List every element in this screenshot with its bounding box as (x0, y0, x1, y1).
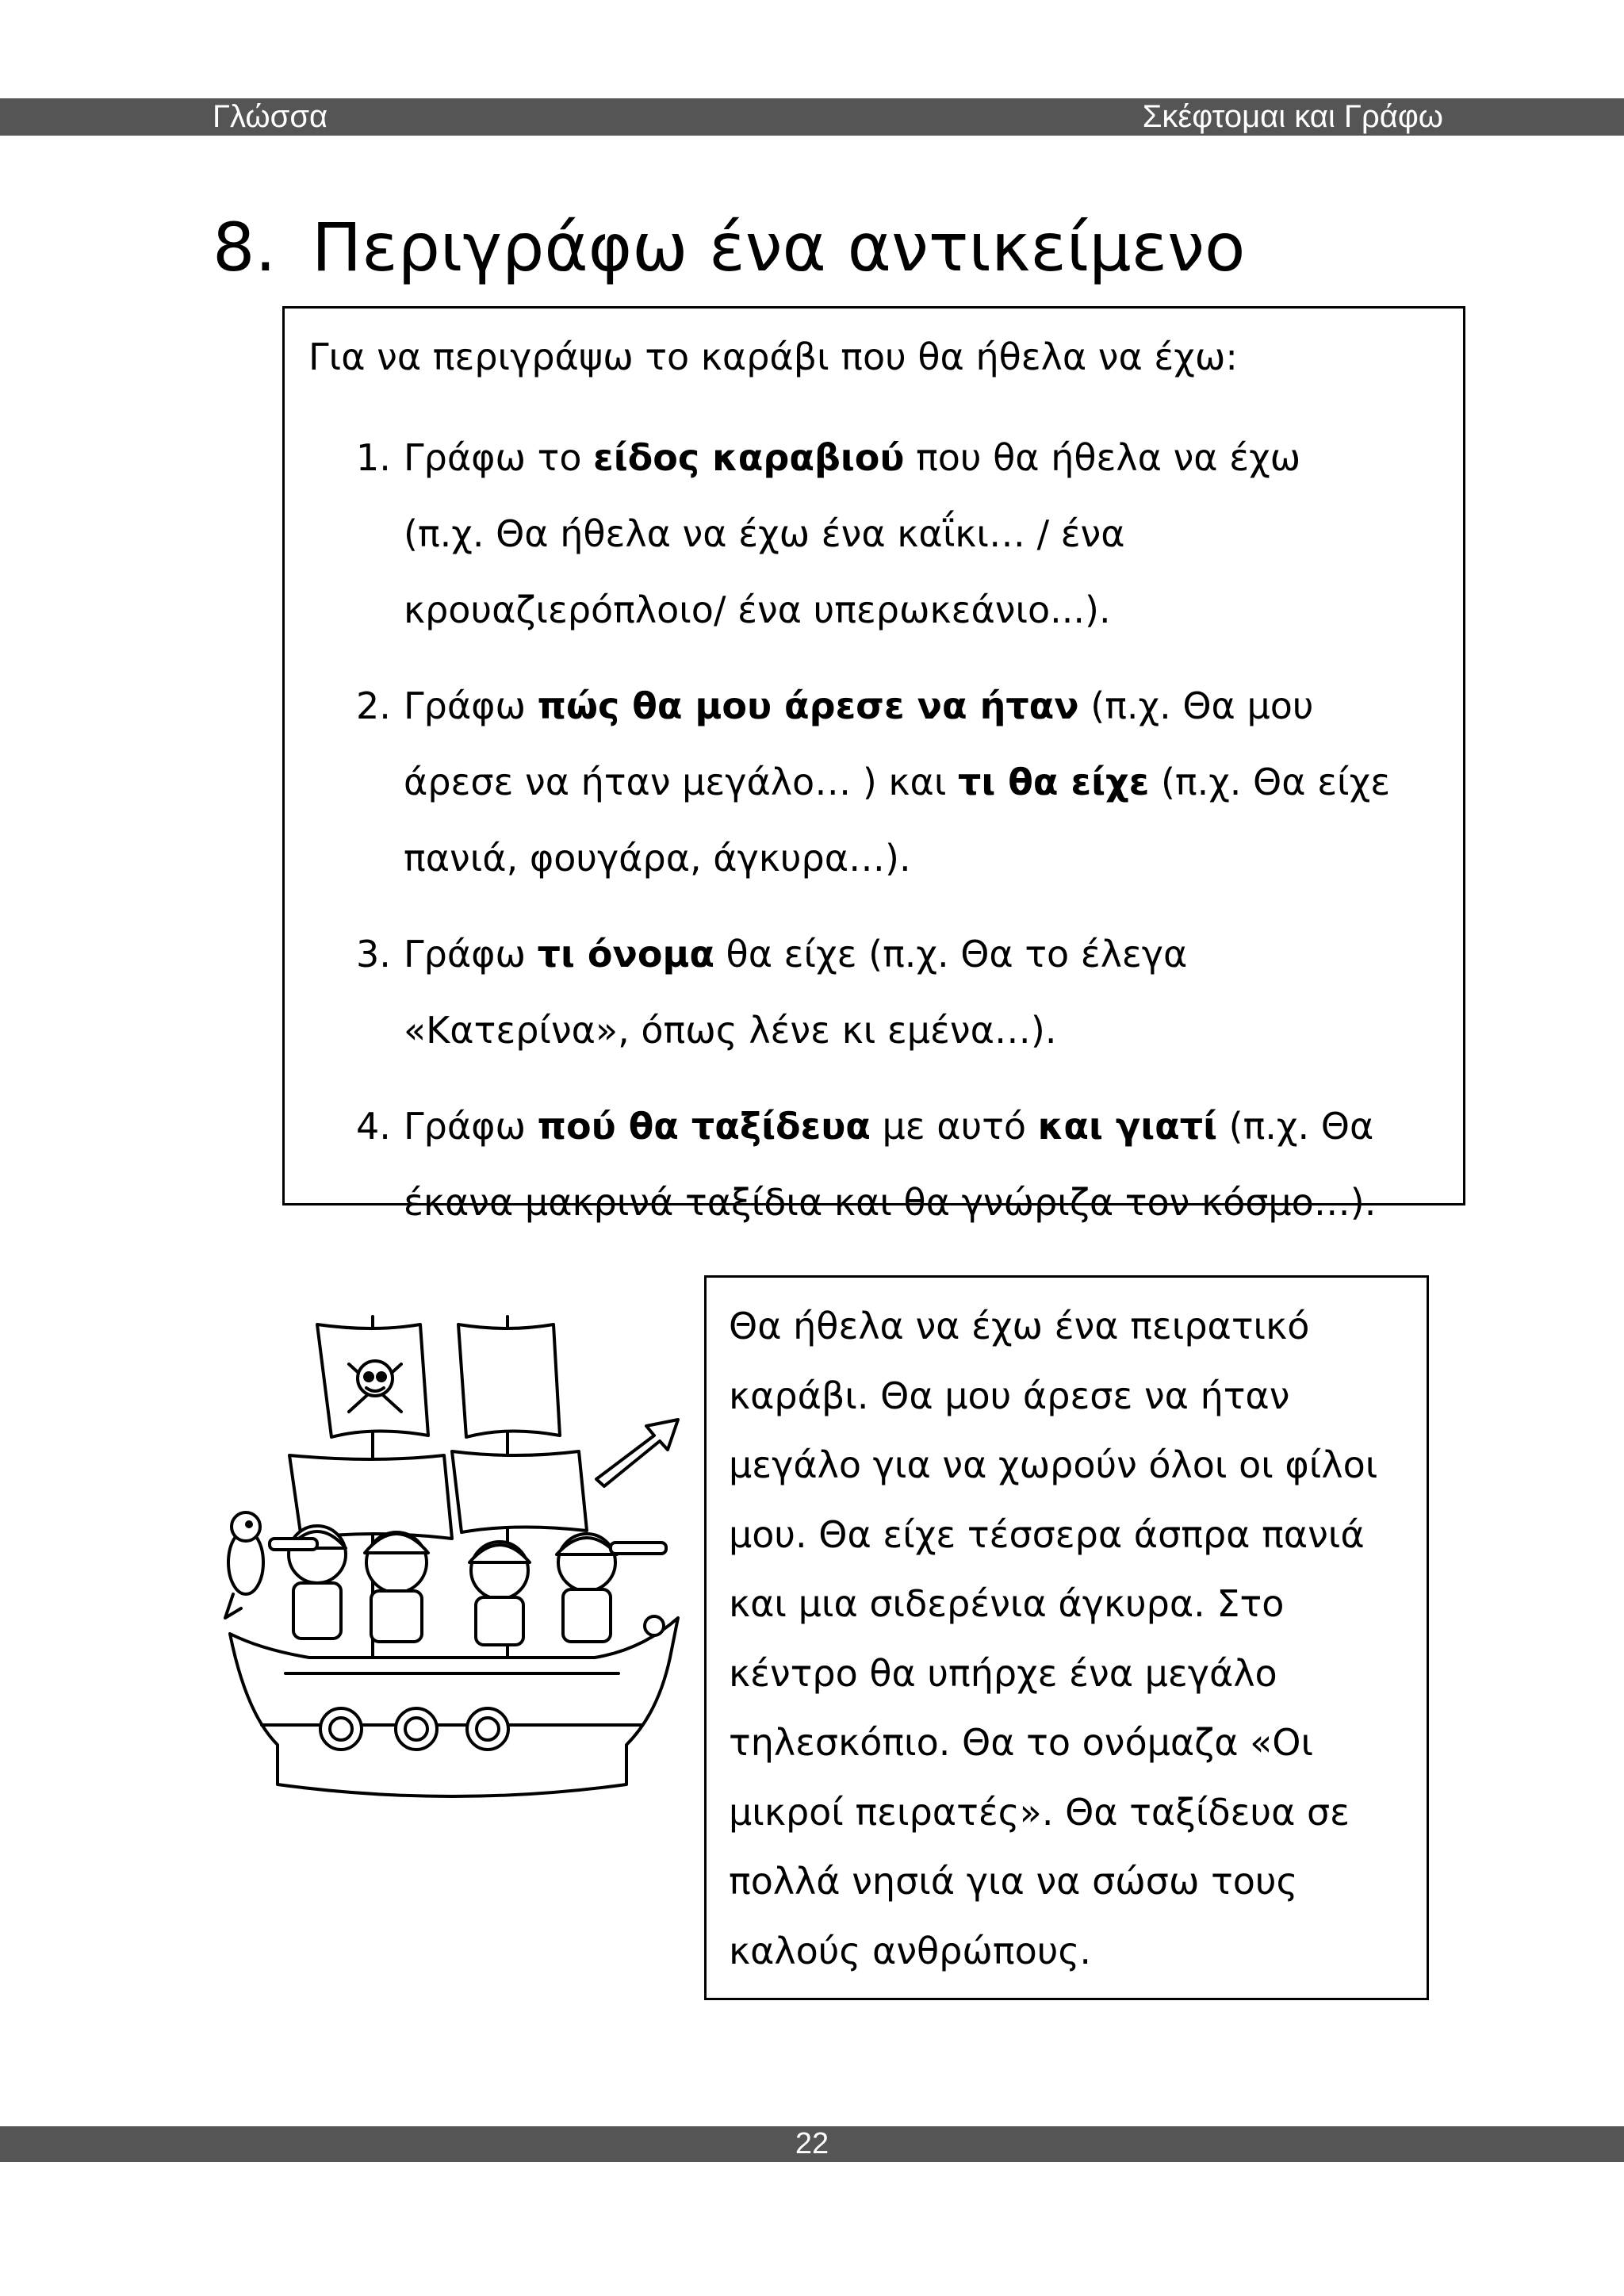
title-number: 8. (213, 209, 277, 286)
example-line: καλούς ανθρώπους. (729, 1929, 1091, 1972)
example-line: Θα ήθελα να έχω ένα πειρατικό (729, 1305, 1310, 1347)
porthole-icon (467, 1708, 508, 1750)
step-text: πανιά, φουγάρα, άγκυρα…). (404, 837, 911, 880)
step-4 (356, 1088, 1442, 1240)
step-text: που θα ήθελα να έχω (904, 436, 1301, 479)
parrot-icon (225, 1512, 263, 1618)
ship-hull (230, 1618, 678, 1796)
example-line: κέντρο θα υπήρχε ένα μεγάλο (729, 1651, 1277, 1695)
step-text: Γράφω (404, 1105, 538, 1148)
step-text: Γράφω το (404, 436, 594, 479)
page-title (213, 208, 1245, 287)
step-text: (π.χ. Θα ήθελα να έχω ένα καΐκι… / ένα (404, 512, 1125, 555)
step-keyword: είδος καραβιού (593, 436, 905, 479)
step-keyword: τι όνομα (537, 933, 714, 976)
step-text: (π.χ. Θα μου (1078, 684, 1314, 727)
step-text: έκανα μακρινά ταξίδια και θα γνώριζα τον κόσμο…). (404, 1181, 1377, 1224)
example-line: τηλεσκόπιο. Θα το ονόμαζα «Οι (729, 1721, 1314, 1764)
step-keyword: πώς θα μου άρεσε να ήταν (537, 684, 1079, 727)
steps-list (356, 420, 1442, 1260)
example-line: και μια σιδερένια άγκυρα. Στο (729, 1582, 1285, 1625)
step-number: 4. (356, 1105, 391, 1148)
pirate-crew-icon (270, 1526, 666, 1645)
step-text: «Κατερίνα», όπως λένε κι εμένα…). (404, 1009, 1057, 1052)
instructions-box (282, 306, 1465, 1224)
porthole-icon (320, 1708, 362, 1750)
step-text: Γράφω (404, 684, 538, 727)
step-keyword: τι θα είχε (958, 761, 1150, 803)
step-text: Γράφω (404, 933, 538, 976)
instructions-intro: Για να περιγράψω το καράβι που θα ήθελα να έχω: (308, 335, 1238, 378)
step-text: κρουαζιερόπλοιο/ ένα υπερωκεάνιο...). (404, 588, 1111, 631)
step-text: με αυτό (870, 1105, 1038, 1148)
example-line: μου. Θα είχε τέσσερα άσπρα πανιά (729, 1512, 1365, 1556)
pirate-ship-illustration (214, 1301, 690, 1824)
page-number: 22 (795, 2127, 829, 2160)
step-3 (356, 916, 1442, 1068)
step-number: 1. (356, 436, 391, 479)
header-subject: Γλώσσα (213, 99, 328, 134)
step-number: 2. (356, 684, 391, 727)
example-paragraph (729, 1292, 1411, 1986)
arrow-icon (596, 1420, 678, 1486)
porthole-icon (645, 1616, 664, 1635)
step-keyword: και γιατί (1037, 1105, 1218, 1148)
example-line: μεγάλο για να χωρούν όλοι οι φίλοι (729, 1443, 1378, 1486)
example-line: μικροί πειρατές». Θα ταξίδευα σε (729, 1790, 1350, 1834)
step-text: (π.χ. Θα είχε (1149, 761, 1391, 803)
step-text: θα είχε (π.χ. Θα το έλεγα (714, 933, 1188, 976)
sail (458, 1324, 560, 1437)
step-keyword: πού θα ταξίδευα (537, 1105, 871, 1148)
footer-bar (0, 2126, 1624, 2162)
step-text: (π.χ. Θα (1217, 1105, 1374, 1148)
title-text: Περιγράφω ένα αντικείμενο (312, 209, 1246, 286)
step-text: άρεσε να ήταν μεγάλο… ) και (404, 761, 959, 803)
step-2 (356, 668, 1442, 896)
example-line: καράβι. Θα μου άρεσε να ήταν (729, 1374, 1290, 1417)
header-section: Σκέφτομαι και Γράφω (1142, 99, 1443, 134)
porthole-icon (396, 1708, 437, 1750)
sail (452, 1451, 587, 1532)
step-number: 3. (356, 933, 391, 976)
step-1 (356, 420, 1442, 648)
example-text-box (704, 1275, 1429, 2000)
header-bar (0, 98, 1624, 136)
example-line: πολλά νησιά για να σώσω τους (729, 1860, 1298, 1903)
